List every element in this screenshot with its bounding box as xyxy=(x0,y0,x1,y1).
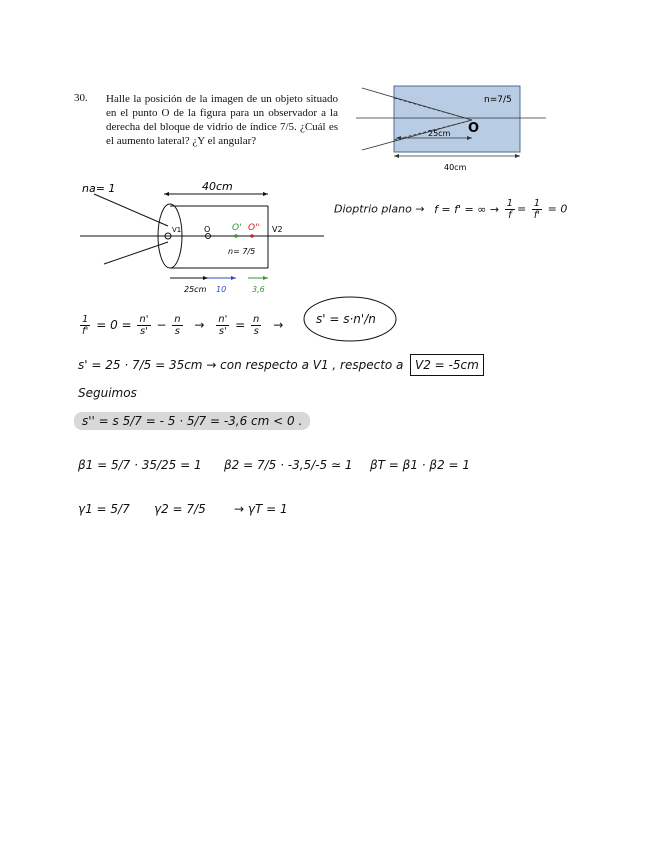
glass-block-figure xyxy=(356,80,552,176)
seguimos-label: Seguimos xyxy=(78,386,137,400)
handwritten-sketch xyxy=(72,178,332,300)
o-dprime-label: O'' xyxy=(248,223,261,233)
index-label: n=7/5 xyxy=(484,95,512,105)
problem-number: 30. xyxy=(74,92,88,104)
beta1-equation: β1 = 5/7 · 35/25 = 1 xyxy=(78,458,202,472)
gammaT-equation: → γT = 1 xyxy=(234,502,288,516)
object-label: O xyxy=(468,121,480,136)
o-label: O xyxy=(204,225,211,234)
beta2-equation: β2 = 7/5 · -3,5/-5 ≃ 1 xyxy=(224,458,353,472)
dist-c-label: 3,6 xyxy=(252,285,265,294)
v2-label: V2 xyxy=(272,225,283,234)
v2-boxed-result: V2 = -5cm xyxy=(410,354,484,376)
eq1-arrow: → xyxy=(194,318,205,332)
dist-a-label: 25cm xyxy=(184,285,207,294)
length-label: 40cm xyxy=(202,180,233,193)
width-label: 40cm xyxy=(444,163,467,172)
o-prime-label: O' xyxy=(232,223,242,233)
dioptrio-line: Dioptrio plano → f = f' = ∞ → $\frac{1}{f}$ = $\frac{1}{f'}$ = 0 xyxy=(334,198,568,221)
eq1-result: s' = s·n'/n xyxy=(316,312,376,326)
betaT-equation: βT = β1 · β2 = 1 xyxy=(370,458,471,472)
gamma2-equation: γ2 = 7/5 xyxy=(154,502,206,516)
frac-1-f: $\frac{1}{f}$ xyxy=(506,198,514,221)
dioptrio-eq2: = 0 xyxy=(547,202,568,216)
eq1-left: = 0 = xyxy=(96,318,132,332)
dist-b-label: 10 xyxy=(216,285,227,294)
dioptrio-eq1: f = f' = ∞ → xyxy=(434,202,500,216)
equation-line-2: s' = 25 · 7/5 = 35cm → con respecto a V1 , respecto a xyxy=(78,358,404,372)
v1-label: V1 xyxy=(172,226,182,234)
distance-label: 25cm xyxy=(428,129,451,138)
gamma1-equation: γ1 = 5/7 xyxy=(78,502,130,516)
problem-statement: Halle la posición de la imagen de un objeto situado en el punto O de la figura para un observador a la derecha del bloque de vidrio de índice 7/5. ¿Cuál es el aumento lateral? ¿Y el angular? xyxy=(106,93,338,147)
frac-1-fprime: $\frac{1}{f'}$ xyxy=(533,198,541,221)
dioptrio-label: Dioptrio plano → xyxy=(334,202,425,216)
n-label: n= 7/5 xyxy=(228,247,256,256)
equation-line-3: s'' = s 5/7 = - 5 · 5/7 = -3,6 cm < 0 . xyxy=(74,412,310,430)
medium-label: na= 1 xyxy=(82,182,116,195)
equation-line-1: $\frac{1}{f'}$ = 0 = $\frac{n'}{s'}$ − $\frac{n}{s}$ → $\frac{n'}{s'}$ = $\frac{n}{s}$ → xyxy=(82,314,284,337)
